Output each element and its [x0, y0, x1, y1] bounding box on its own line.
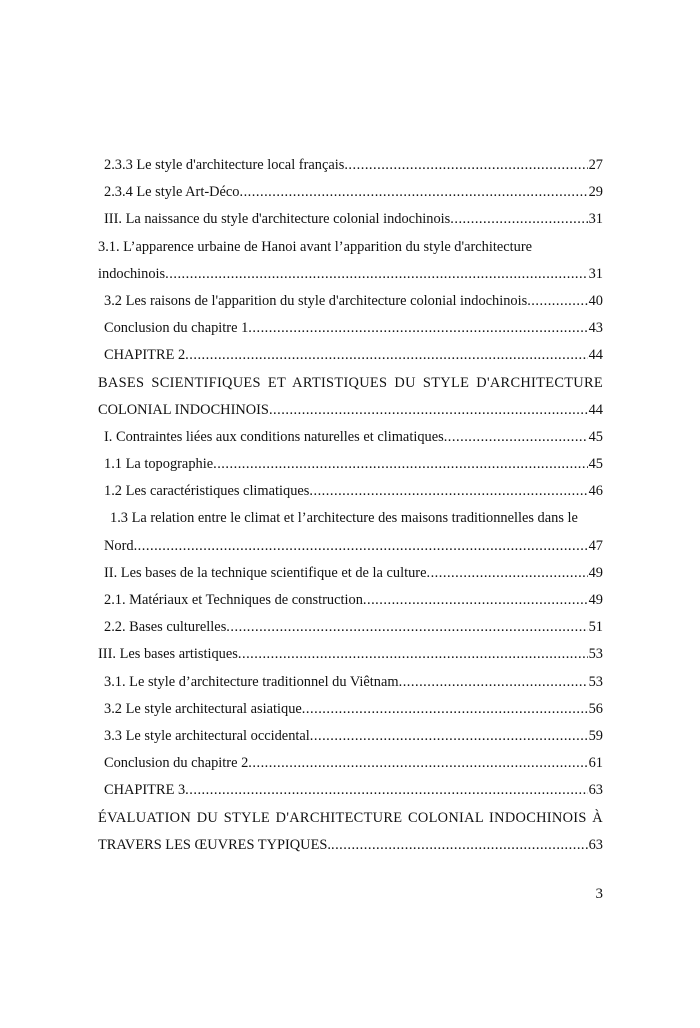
toc-entry[interactable]: [98, 505, 603, 532]
toc-entry-page: 43: [588, 320, 603, 337]
toc-entry-label: 2.3.3 Le style d'architecture local français: [104, 157, 345, 173]
toc-dot-leader: [331, 832, 588, 859]
toc-dot-leader: [310, 723, 588, 750]
toc-entry-page: 29: [588, 184, 603, 201]
toc-entry-label: Nord: [104, 537, 134, 554]
toc-entry-page: 63: [588, 782, 603, 799]
toc-entry-label: CHAPITRE 2: [104, 347, 186, 364]
toc-entry[interactable]: [98, 560, 603, 587]
toc-entry[interactable]: [98, 478, 603, 505]
toc-dot-leader: [248, 750, 587, 777]
toc-entry-label: 3.2 Le style architectural asiatique: [104, 700, 302, 717]
toc-entry-label: 2.3.4 Le style Art-Déco: [104, 184, 240, 201]
toc-entry-page: 51: [588, 619, 603, 636]
toc-entry-page: 31: [588, 211, 603, 228]
toc-entry-label: ÉVALUATION DU STYLE D'ARCHITECTURE COLONIAL INDOCHINOIS À: [98, 809, 603, 826]
toc-entry-label: 2.2. Bases culturelles: [104, 619, 227, 636]
toc-entry-page: 53: [588, 646, 603, 663]
page-number: 3: [595, 886, 603, 902]
toc-entry[interactable]: [98, 315, 603, 342]
toc-entry-page: 44: [588, 347, 603, 364]
toc-entry[interactable]: [98, 451, 603, 478]
toc-dot-leader: [426, 560, 587, 587]
toc-entry-page: 61: [588, 755, 603, 772]
toc-dot-leader: [309, 478, 587, 505]
toc-dot-leader: [363, 587, 588, 614]
toc-entry-label: II. Les bases de la technique scientifique et de la culture: [104, 564, 427, 581]
toc-entry-label: CHAPITRE 3: [104, 782, 186, 799]
toc-entry-page: 63: [588, 836, 603, 853]
toc-entry-page: 49: [588, 564, 603, 581]
toc-entry-page: 45: [588, 456, 603, 473]
toc-entry[interactable]: [98, 342, 603, 369]
toc-entry-label: BASES SCIENTIFIQUES ET ARTISTIQUES DU STYLE D'ARCHITECTURE: [98, 374, 603, 391]
toc-entry[interactable]: [98, 641, 603, 668]
toc-entry[interactable]: [98, 723, 603, 750]
toc-dot-leader: [344, 152, 587, 179]
toc-entry-page: 31: [588, 265, 603, 282]
toc-entry-page: 49: [588, 592, 603, 608]
toc-dot-leader: [185, 342, 587, 369]
toc-entry[interactable]: [98, 370, 603, 397]
toc-entry-label: 3.1. Le style d’architecture traditionnel du Viêtnam: [104, 673, 399, 690]
toc-dot-leader: [239, 179, 587, 206]
toc-entry[interactable]: [98, 805, 603, 832]
toc-entry-page: 45: [588, 428, 603, 445]
toc-dot-leader: [444, 424, 588, 451]
toc-entry-label: 3.3 Le style architectural occidental: [104, 727, 310, 744]
toc-entry-label: 3.2 Les raisons de l'apparition du style d'architecture colonial indochinois: [104, 292, 528, 309]
toc-entry[interactable]: [98, 424, 603, 451]
toc-dot-leader: [165, 261, 587, 288]
toc-entry-label: 2.1. Matériaux et Techniques de construction: [104, 592, 363, 608]
toc-entry-page: 47: [588, 537, 603, 554]
toc-entry-continuation[interactable]: [98, 397, 603, 424]
toc-entry-page: 59: [588, 727, 603, 744]
toc-entry[interactable]: [98, 179, 603, 206]
toc-dot-leader: [527, 288, 587, 315]
toc-dot-leader: [134, 533, 588, 560]
toc-entry[interactable]: [98, 587, 603, 614]
toc-entry[interactable]: [98, 234, 603, 261]
toc-entry-page: 27: [588, 157, 603, 173]
toc-entry-continuation[interactable]: [98, 832, 603, 859]
toc-entry-label: 3.1. L’apparence urbaine de Hanoi avant l’apparition du style d'architecture: [98, 238, 533, 255]
toc-dot-leader: [248, 315, 587, 342]
toc-dot-leader: [399, 669, 588, 696]
toc-entry-label: III. Les bases artistiques: [98, 646, 238, 663]
toc-entry[interactable]: [98, 750, 603, 777]
toc-entry-page: 40: [588, 292, 603, 309]
toc-entry-label: I. Contraintes liées aux conditions naturelles et climatiques: [104, 428, 444, 445]
toc-entry-label: 1.3 La relation entre le climat et l’architecture des maisons traditionnelles dans le: [110, 510, 578, 527]
toc-entry[interactable]: [98, 206, 603, 233]
toc-entry-label: indochinois: [98, 265, 166, 282]
toc-entry-continuation[interactable]: [98, 533, 603, 560]
toc-entry-label: Conclusion du chapitre 1: [104, 320, 249, 337]
toc-entry-page: 46: [588, 483, 603, 500]
toc-dot-leader: [238, 641, 588, 668]
toc-entry-page: 56: [588, 700, 603, 717]
toc-entry-label: III. La naissance du style d'architecture colonial indochinois: [104, 211, 451, 228]
toc-entry[interactable]: [98, 696, 603, 723]
toc-entry[interactable]: [98, 152, 603, 179]
toc-entry-page: 44: [588, 401, 603, 418]
toc-entry[interactable]: [98, 777, 603, 804]
toc-entry-label: 1.2 Les caractéristiques climatiques: [104, 483, 310, 500]
toc-entry-page: 53: [588, 673, 603, 690]
toc-dot-leader: [450, 206, 587, 233]
toc-entry-label: COLONIAL INDOCHINOIS: [98, 401, 269, 418]
toc-entry[interactable]: [98, 669, 603, 696]
toc-entry[interactable]: [98, 288, 603, 315]
toc-dot-leader: [269, 397, 588, 424]
toc-dot-leader: [213, 451, 588, 478]
toc-entry-label: Conclusion du chapitre 2: [104, 755, 249, 772]
toc-entry[interactable]: [98, 614, 603, 641]
toc-entry-continuation[interactable]: [98, 261, 603, 288]
toc-entry-label: 1.1 La topographie: [104, 456, 214, 473]
toc-dot-leader: [185, 777, 587, 804]
toc-dot-leader: [226, 614, 587, 641]
toc-dot-leader: [302, 696, 588, 723]
toc-entry-label: TRAVERS LES ŒUVRES TYPIQUES.: [98, 836, 331, 853]
table-of-contents: [98, 152, 603, 859]
